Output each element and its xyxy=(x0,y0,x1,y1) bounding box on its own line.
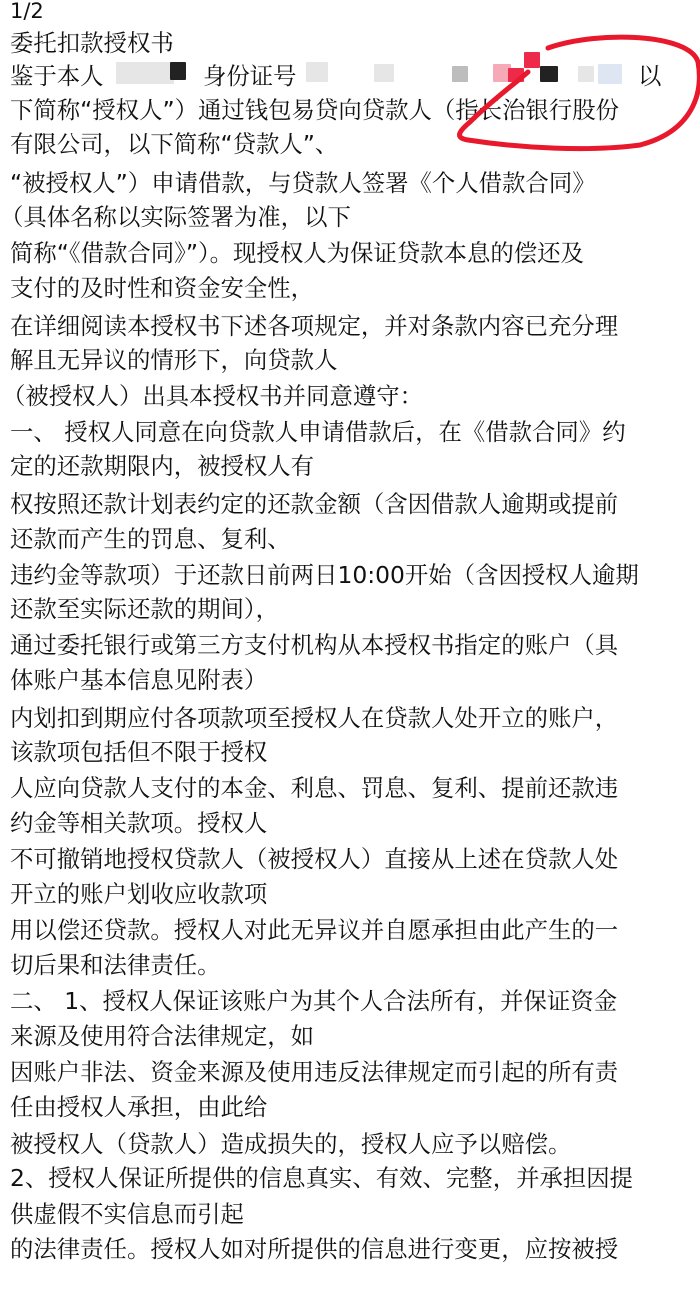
text-line-25: 用以偿还贷款。授权人对此无异议并自愿承担由此产生的一 xyxy=(10,916,619,944)
text-line-7: 支付的及时性和资金安全性， xyxy=(10,274,315,302)
text-line-18: 体账户基本信息见附表） xyxy=(10,666,268,694)
text-line-20: 该款项包括但不限于授权 xyxy=(10,738,268,766)
text-line-4: “被授权人”）申请借款，与贷款人签署《个人借款合同》 xyxy=(10,169,596,197)
text-line-22: 约金等相关款项。授权人 xyxy=(10,809,268,837)
page-indicator: 1/2 xyxy=(10,0,44,23)
text-line-28: 来源及使用符合法律规定，如 xyxy=(10,1022,315,1050)
text-line-13: 权按照还款计划表约定的还款金额（含因借款人逾期或提前 xyxy=(10,490,619,518)
text-line-19: 内划扣到期应付各项款项至授权人在贷款人处开立的账户， xyxy=(10,704,619,732)
text-line-17: 通过委托银行或第三方支付机构从本授权书指定的账户（具 xyxy=(10,631,619,659)
text-line-16: 还款至实际还款的期间）， xyxy=(10,595,279,623)
text-line-24: 开立的账户划收应收款项 xyxy=(10,880,268,908)
text-line-15: 违约金等款项）于还款日前两日10:00开始（含因授权人逾期 xyxy=(10,561,639,589)
text-line-8: 在详细阅读本授权书下述各项规定，并对条款内容已充分理 xyxy=(10,312,619,340)
text-line-2: 下简称“授权人”）通过钱包易贷向贷款人（指长治银行股份 xyxy=(10,96,619,124)
text-line-12: 定的还款期限内，被授权人有 xyxy=(10,452,315,480)
text-line-26: 切后果和法律责任。 xyxy=(10,951,221,979)
text-line-1c: 以 xyxy=(638,62,662,90)
text-line-29: 因账户非法、资金来源及使用违反法律规定而引起的所有责 xyxy=(10,1058,619,1086)
text-line-3: 有限公司，以下简称“贷款人”、 xyxy=(10,130,339,158)
text-line-23: 不可撤销地授权贷款人（被授权人）直接从上述在贷款人处 xyxy=(10,845,619,873)
text-line-31: 被授权人（贷款人）造成损失的，授权人应予以赔偿。 xyxy=(10,1130,572,1158)
text-line-5: （具体名称以实际签署为准，以下 xyxy=(0,203,351,231)
annotation-stroke xyxy=(460,37,700,149)
text-line-11: 一、 授权人同意在向贷款人申请借款后，在《借款合同》约 xyxy=(10,418,626,446)
text-line-32: 2、授权人保证所提供的信息真实、有效、完整，并承担因提 xyxy=(10,1164,634,1192)
text-line-33: 供虚假不实信息而引起 xyxy=(10,1200,244,1228)
document-title: 委托扣款授权书 xyxy=(10,29,174,57)
text-line-21: 人应向贷款人支付的本金、利息、罚息、复利、提前还款违 xyxy=(10,774,619,802)
text-line-9: 解且无异议的情形下，向贷款人 xyxy=(10,346,338,374)
text-line-30: 任由授权人承担，由此给 xyxy=(10,1093,268,1121)
red-circle-annotation xyxy=(0,0,700,160)
text-line-34: 的法律责任。授权人如对所提供的信息进行变更，应按被授 xyxy=(10,1235,619,1263)
text-line-1a: 鉴于本人 xyxy=(10,62,104,90)
text-line-27: 二、 1、授权人保证该账户为其个人合法所有，并保证资金 xyxy=(10,987,618,1015)
text-line-10: （被授权人）出具本授权书并同意遵守： xyxy=(2,382,424,410)
text-line-6: 简称“《借款合同》”）。现授权人为保证贷款本息的偿还及 xyxy=(10,239,584,267)
text-line-14: 还款而产生的罚息、复利、 xyxy=(10,525,291,553)
text-line-1b: 身份证号 xyxy=(203,62,297,90)
